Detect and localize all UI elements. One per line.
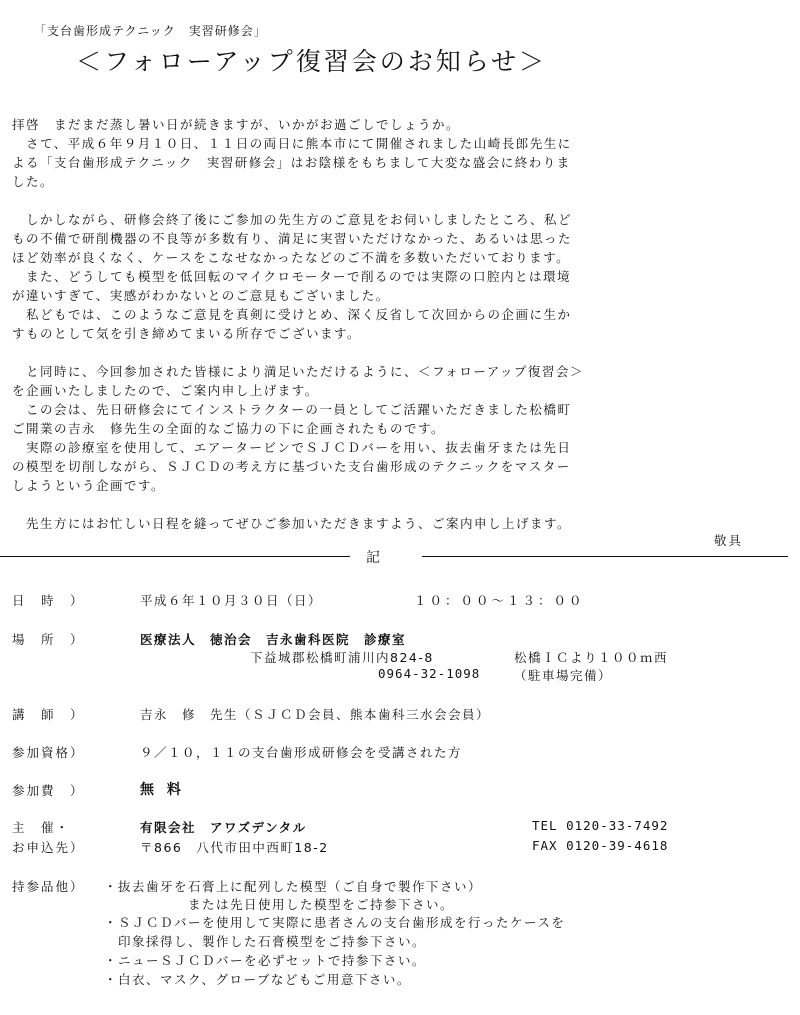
lecturer-value: 吉永 修 先生（ＳＪＣＤ会員、熊本歯科三水会会員） [140,707,491,722]
lecturer-label: 講 師 ） [12,707,85,722]
items-line: ・ニューＳＪＣＤバーを必ずセットで持参下さい。 [104,953,426,968]
page-title: ＜フォローアップ復習会のお知らせ＞ [76,47,548,76]
body-line: の模型を切削しながら、ＳＪＣＤの考え方に基づいた支台歯形成のテクニックをマスター [12,459,571,474]
items-line: 印象採得し、製作した石膏模型をご持参下さい。 [104,934,427,949]
body-line: また、どうしても模型を低回転のマイクロモーターで削るのでは実際の口腔内とは環境 [12,269,572,284]
items-line: ・抜去歯牙を石膏上に配列した模型（ご自身で製作下さい） [104,879,483,894]
body-line: もの不備で研削機器の不良等が多数有り、満足に実習いただけなかった、あるいは思った [12,231,573,246]
organizer-tel: TEL 0120-33-7492 [532,818,669,833]
body-line: した。 [12,174,55,189]
body-line: しようという企画です。 [12,478,166,493]
ki-marker: 記 [366,550,383,566]
body-line: よる「支台歯形成テクニック 実習研修会」はお陰様をもちまして大変な盛会に終わりま [12,155,571,170]
items-label: 持参品他） [12,879,85,894]
organizer-company: 有限会社 アワズデンタル [140,820,307,835]
body-line: さて、平成６年９月１０日、１１日の両日に熊本市にて開催されました山崎長郎先生に [12,136,572,151]
items-line: ・白衣、マスク、グローブなどもご用意下さい。 [104,972,411,987]
body-line: しかしながら、研修会終了後にご参加の先生方のご意見をお伺いしましたところ、私ど [12,212,573,227]
venue-parking: （駐車場完備） [514,668,613,683]
organizer-label: 主 催・ [12,820,71,835]
body-line: この会は、先日研修会にてインストラクターの一員としてご活躍いただきました松橋町 [12,402,572,417]
datetime-time: １０：００～１３：００ [414,593,585,608]
body-line: 拝啓 まだまだ蒸し暑い日が続きますが、いかがお過ごしでしょうか。 [12,117,461,132]
body-line: 私どもでは、このようなご意見を真剣に受けとめ、深く反省して次回からの企画に生か [12,307,572,322]
body-line: を企画いたしましたので、ご案内申し上げます。 [12,383,319,398]
body-line: 実際の診療室を使用して、エアータービンでＳＪＣＤバーを用い、抜去歯牙または先日 [12,440,572,455]
divider-left [0,556,350,557]
body-line: ご開業の吉永 修先生の全面的なご協力の下に企画されたものです。 [12,421,446,436]
application-label: お申込先） [12,840,85,855]
eligibility-value: ９／１０，１１の支台歯形成研修会を受講された方 [140,745,463,760]
eligibility-label: 参加資格） [12,745,85,760]
body-line: ほど効率が良くなく、ケースをこなせなかったなどのご不満を多数いただいております。 [12,250,571,265]
organizer-address: 〒866 八代市田中西町18-2 [140,840,329,855]
venue-landmark: 松橋ＩＣより１００ｍ西 [514,650,669,665]
datetime-label: 日 時 ） [12,593,85,608]
venue-name: 医療法人 徳治会 吉永歯科医院 診療室 [140,632,407,647]
venue-label: 場 所 ） [12,632,85,647]
body-line: が違いすぎて、実感がわかないとのご意見もございました。 [12,288,390,303]
venue-address: 下益城郡松橋町浦川内824-8 [250,650,434,665]
datetime-date: 平成６年１０月３０日（日） [140,593,323,608]
fee-label: 参加費 ） [12,783,85,798]
body-line: 先生方にはお忙しい日程を縫ってぜひご参加いただきますよう、ご案内申し上げます。 [12,516,572,531]
fee-value: 無 料 [140,782,185,798]
items-line: ・ＳＪＣＤバーを使用して実際に患者さんの支台歯形成を行ったケースを [104,915,566,930]
organizer-fax: FAX 0120-39-4618 [532,838,669,853]
items-line: または先日使用した模型をご持参下さい。 [104,897,455,912]
divider-right [422,556,788,557]
venue-phone: 0964-32-1098 [378,666,481,681]
body-line: すものとして気を引き締めてまいる所存でございます。 [12,326,362,341]
closing-keigu: 敬具 [714,533,744,548]
body-line: と同時に、今回参加された皆様により満足いただけるように、＜フォローアップ復習会＞ [12,364,584,379]
event-subtitle: 「支台歯形成テクニック 実習研修会」 [34,24,267,38]
